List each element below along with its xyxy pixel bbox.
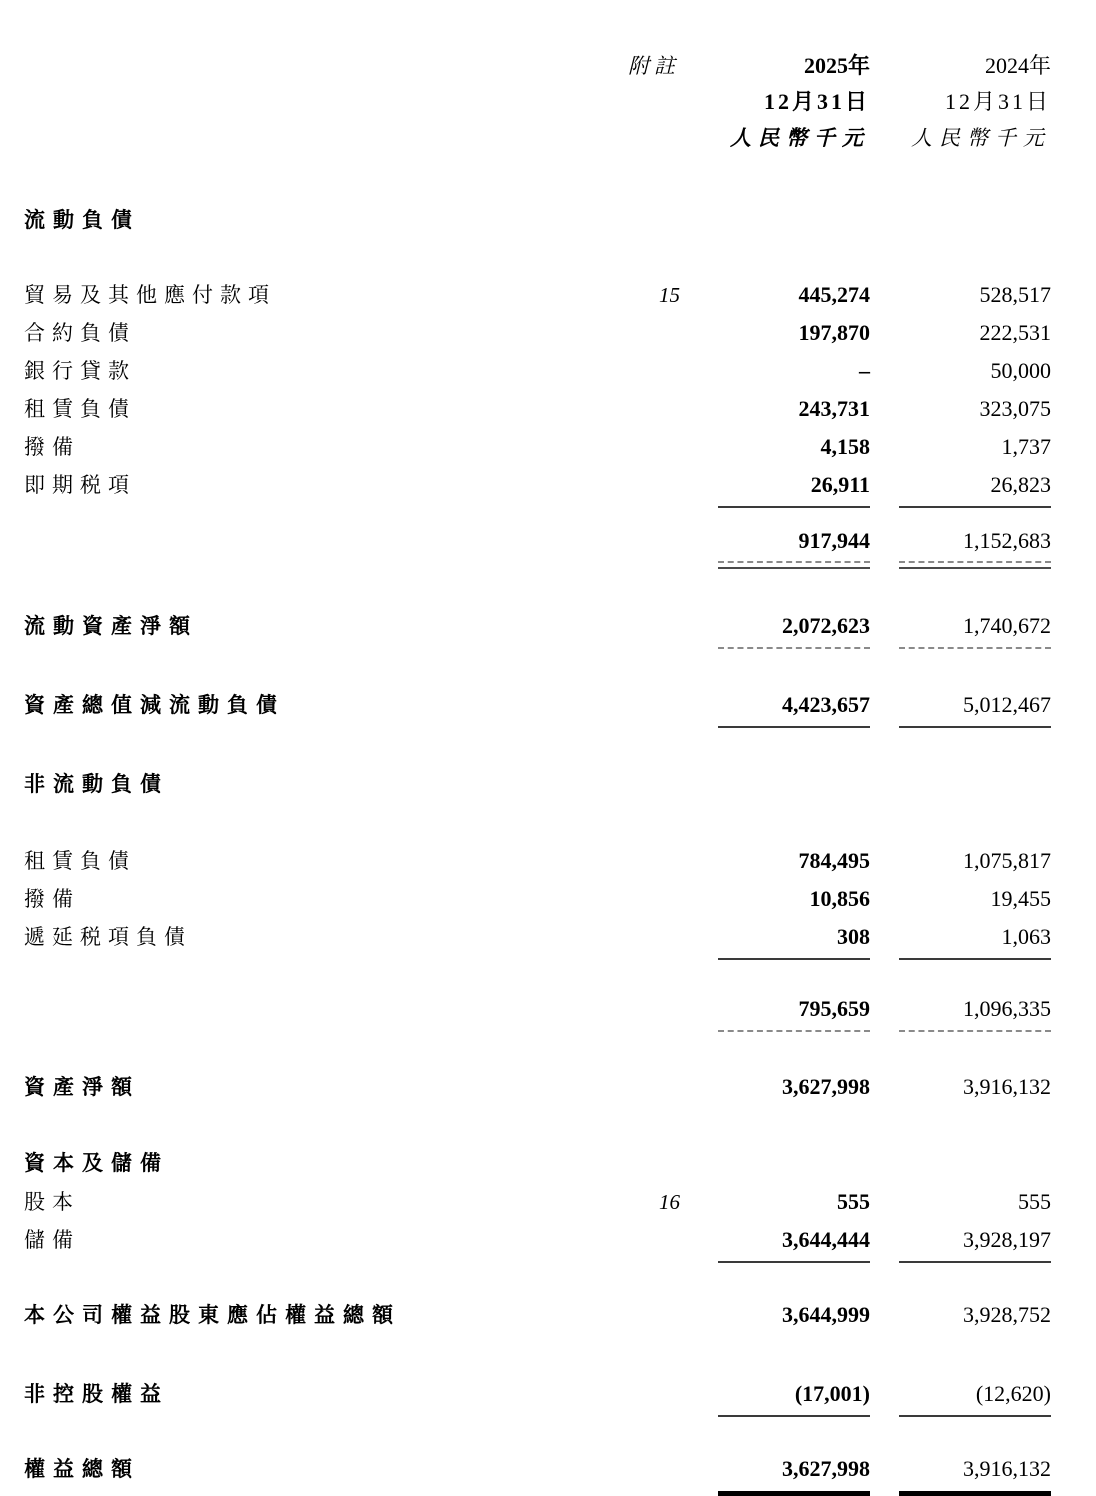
value-2024: 323,075 [979,396,1051,421]
value-2025: 917,944 [718,522,870,560]
value-cell-2024 [870,765,1051,803]
row-label: 撥備 [24,887,80,911]
value-2024: 26,823 [899,466,1051,504]
value-cell-2025 [680,1068,870,1106]
row-label: 合約負債 [24,321,136,345]
line-item-row [24,880,1051,918]
table-header [24,12,1051,156]
value-cell-2024 [870,522,1051,560]
row-label: 資產淨額 [24,1076,140,1099]
value-2025: 3,627,998 [782,1074,870,1099]
value-cell-2024 [870,428,1051,466]
value-cell-2024 [870,607,1051,645]
row-label: 權益總額 [24,1458,140,1481]
value-2024: 5,012,467 [899,686,1051,724]
row-label: 租賃負債 [24,397,136,421]
value-cell-2024 [870,1183,1051,1221]
row-label: 儲備 [24,1228,80,1252]
line-item-row [24,276,1051,314]
value-cell-2024 [870,314,1051,352]
unit-2025: 人民幣千元 [730,126,870,150]
value-2025: 3,644,444 [718,1221,870,1259]
row-label: 非控股權益 [24,1383,169,1406]
unit-2024: 人民幣千元 [911,126,1051,150]
row-label: 即期税項 [24,473,136,497]
value-cell-2025 [680,990,870,1028]
year-2024: 2024年 [984,53,1051,78]
row-label: 貿易及其他應付款項 [24,283,276,307]
value-cell-2024 [870,1375,1051,1413]
value-2024: 3,928,752 [963,1302,1051,1327]
value-2025: – [859,358,870,383]
line-item-row [24,466,1051,504]
value-cell-2024 [870,842,1051,880]
value-cell-2024 [870,466,1051,504]
value-cell-2025 [680,1375,870,1413]
line-item-row [24,842,1051,880]
value-2025: (17,001) [718,1375,870,1413]
value-2025: 10,856 [809,886,870,911]
value-2025: 2,072,623 [718,607,870,645]
value-cell-2024 [870,1296,1051,1334]
value-cell-2025 [680,918,870,956]
column-header-2025 [680,48,870,156]
date-2025: 12月31日 [763,89,870,114]
value-2024: 50,000 [990,358,1051,383]
total-row [24,1296,1051,1335]
value-2024: (12,620) [899,1375,1051,1413]
row-note: 15 [659,283,680,307]
section-heading-row [24,1144,1051,1183]
row-label: 銀行貸款 [24,359,136,383]
value-2024: 19,455 [990,886,1051,911]
value-2025: 197,870 [798,320,870,345]
value-cell-2025 [680,880,870,918]
value-cell-2024 [870,1144,1051,1182]
section-heading-row [24,765,1051,804]
value-cell-2024 [870,1068,1051,1106]
value-2024: 3,928,197 [899,1221,1051,1259]
line-item-row [24,1221,1051,1259]
value-cell-2025 [680,1450,870,1488]
notes-column-header: 附註 [628,54,680,78]
value-cell-2024 [870,686,1051,724]
value-2024: 1,063 [899,918,1051,956]
value-2024: 1,075,817 [963,848,1051,873]
row-label: 租賃負債 [24,849,136,873]
value-2025: 4,423,657 [718,686,870,724]
value-cell-2024 [870,990,1051,1028]
value-cell-2025 [680,842,870,880]
total-row [24,607,1051,646]
value-2024: 1,152,683 [899,522,1051,560]
value-2025: 4,158 [820,434,870,459]
value-cell-2024 [870,880,1051,918]
value-2024: 222,531 [979,320,1051,345]
value-cell-2025 [680,522,870,560]
value-2025: 795,659 [718,990,870,1028]
value-cell-2024 [870,276,1051,314]
value-2025: 308 [718,918,870,956]
subtotal-row [24,990,1051,1028]
column-header-2024 [870,48,1051,156]
value-cell-2025 [680,390,870,428]
value-2024: 3,916,132 [899,1450,1051,1488]
row-label: 股本 [24,1190,80,1214]
value-cell-2025 [680,314,870,352]
value-2025: 555 [837,1189,870,1214]
value-cell-2024 [870,352,1051,390]
date-2024: 12月31日 [944,89,1051,114]
value-2025: 3,644,999 [782,1302,870,1327]
value-cell-2025 [680,765,870,803]
line-item-row [24,918,1051,956]
total-row [24,1375,1051,1414]
line-item-row [24,352,1051,390]
year-2025: 2025年 [803,53,870,78]
line-item-row [24,390,1051,428]
line-item-row [24,1183,1051,1221]
row-label: 遞延税項負債 [24,925,192,949]
value-cell-2025 [680,607,870,645]
value-2024: 1,737 [1001,434,1051,459]
total-row [24,1450,1051,1489]
value-cell-2025 [680,352,870,390]
value-2024: 1,096,335 [899,990,1051,1028]
value-cell-2024 [870,1450,1051,1488]
line-item-row [24,428,1051,466]
row-note: 16 [659,1190,680,1214]
value-cell-2025 [680,201,870,239]
value-2025: 243,731 [798,396,870,421]
value-cell-2025 [680,428,870,466]
value-cell-2025 [680,1144,870,1182]
value-cell-2025 [680,1183,870,1221]
row-label: 流動負債 [24,209,140,232]
value-cell-2024 [870,390,1051,428]
value-2024: 528,517 [979,282,1051,307]
value-2025: 3,627,998 [718,1450,870,1488]
row-label: 撥備 [24,435,80,459]
total-row [24,686,1051,725]
total-row [24,1068,1051,1107]
value-2025: 784,495 [798,848,870,873]
value-2024: 555 [1018,1189,1051,1214]
value-2025: 26,911 [718,466,870,504]
value-cell-2025 [680,466,870,504]
value-cell-2024 [870,1221,1051,1259]
value-cell-2024 [870,201,1051,239]
row-label: 流動資產淨額 [24,615,198,638]
subtotal-row [24,522,1051,560]
value-cell-2025 [680,1296,870,1334]
value-2025: 445,274 [798,282,870,307]
value-cell-2025 [680,686,870,724]
row-label: 資本及儲備 [24,1152,169,1175]
value-2024: 3,916,132 [963,1074,1051,1099]
row-label: 非流動負債 [24,773,169,796]
row-label: 資產總值減流動負債 [24,694,285,717]
value-cell-2024 [870,918,1051,956]
statement-rows [24,201,1051,1489]
value-cell-2025 [680,276,870,314]
section-heading-row [24,201,1051,240]
row-label: 本公司權益股東應佔權益總額 [24,1304,401,1327]
line-item-row [24,314,1051,352]
value-2024: 1,740,672 [899,607,1051,645]
value-cell-2025 [680,1221,870,1259]
